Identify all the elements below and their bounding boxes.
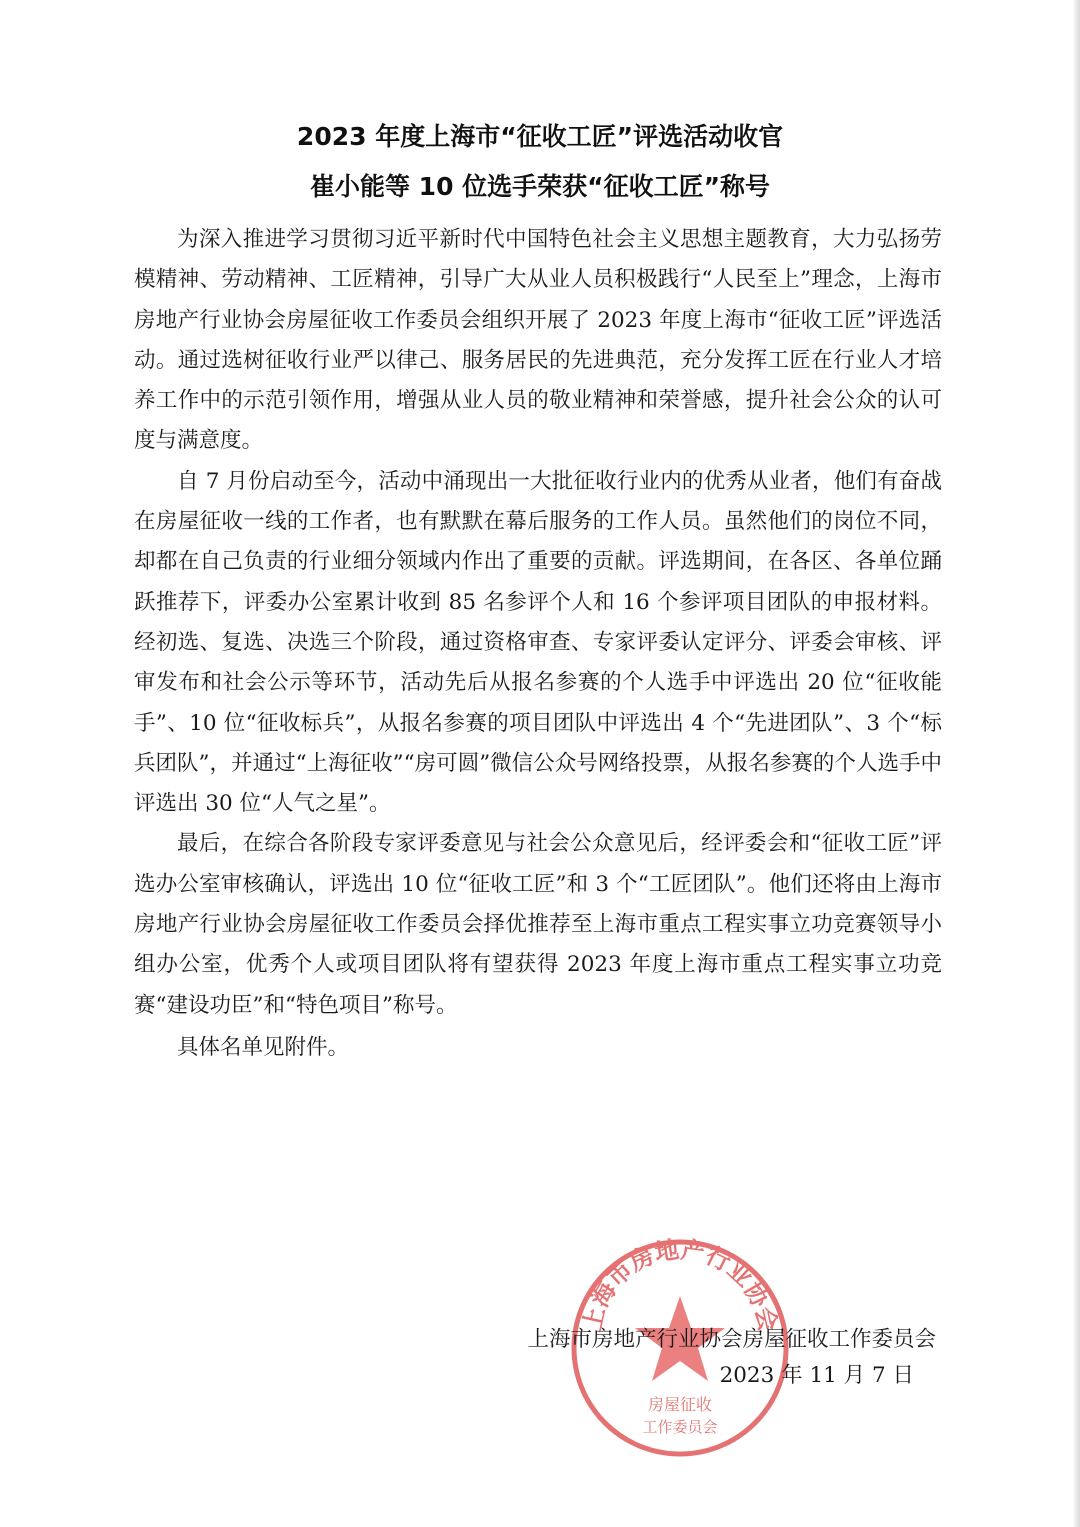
signature-block — [527, 1322, 936, 1394]
paragraph-2: 自 7 月份启动至今，活动中涌现出一大批征收行业内的优秀从业者，他们有奋战在房屋征收一线的工作者，也有默默在幕后服务的工作人员。虽然他们的岗位不同，却都在自己负责的行业细分领域内作出了重要的贡献。评选期间，在各区、各单位踊跃推荐下，评委办公室累计收到 85 名参评个人和 16 个参评项目团队的申报材料。经初选、复选、决选三个阶段，通过资格审查、专家评委认定评分、评委会审核、评审发布和社会公示等环节，活动先后从报名参赛的个人选手中评选出 20 位“征收能手”、10 位“征收标兵”，从报名参赛的项目团队中评选出 4 个“先进团队”、3 个“标兵团队”，并通过“上海征收”“房可圆”微信公众号网络投票，从报名参赛的个人选手中评选出 30 位“人气之星”。 — [134, 468, 942, 817]
title-line-1: 2023 年度上海市“征收工匠”评选活动收官 — [296, 122, 784, 151]
title-line-2: 崔小能等 10 位选手荣获“征收工匠”称号 — [309, 172, 771, 201]
seal-outer-text: 上海市房地产行业协会 — [576, 1234, 784, 1334]
seal-inner-text: 房屋征收 — [647, 1395, 713, 1414]
signature-organization: 上海市房地产行业协会房屋征收工作委员会 — [527, 1327, 936, 1352]
closing-note: 具体名单见附件。 — [177, 1034, 350, 1060]
page-edge-shadow — [1074, 0, 1080, 1527]
paragraph-1: 为深入推进学习贯彻习近平新时代中国特色社会主义思想主题教育，大力弘扬劳模精神、劳动精神、工匠精神，引导广大从业人员积极践行“人民至上”理念，上海市房地产行业协会房屋征收工作委员会组织开展了 2023 年度上海市“征收工匠”评选活动。通过选树征收行业严以律己、服务居民的先进典范，充分发挥工匠在行业人才培养工作中的示范引领作用，增强从业人员的敬业精神和荣誉感，提升社会公众的认可度与满意度。 — [134, 227, 942, 454]
paragraph-3: 最后，在综合各阶段专家评委意见与社会公众意见后，经评委会和“征收工匠”评选办公室审核确认，评选出 10 位“征收工匠”和 3 个“工匠团队”。他们还将由上海市房地产行业协会房屋征收工作委员会择优推荐至上海市重点工程实事立功竞赛领导小组办公室，优秀个人或项目团队将有望获得 2023 年度上海市重点工程实事立功竞赛“建设功臣”和“特色项目”称号。 — [134, 831, 942, 1018]
document-body — [134, 220, 942, 1068]
document-title — [100, 112, 980, 212]
signature-date: 2023 年 11 月 7 日 — [719, 1363, 914, 1388]
seal-bottom-text: 工作委员会 — [642, 1418, 718, 1436]
